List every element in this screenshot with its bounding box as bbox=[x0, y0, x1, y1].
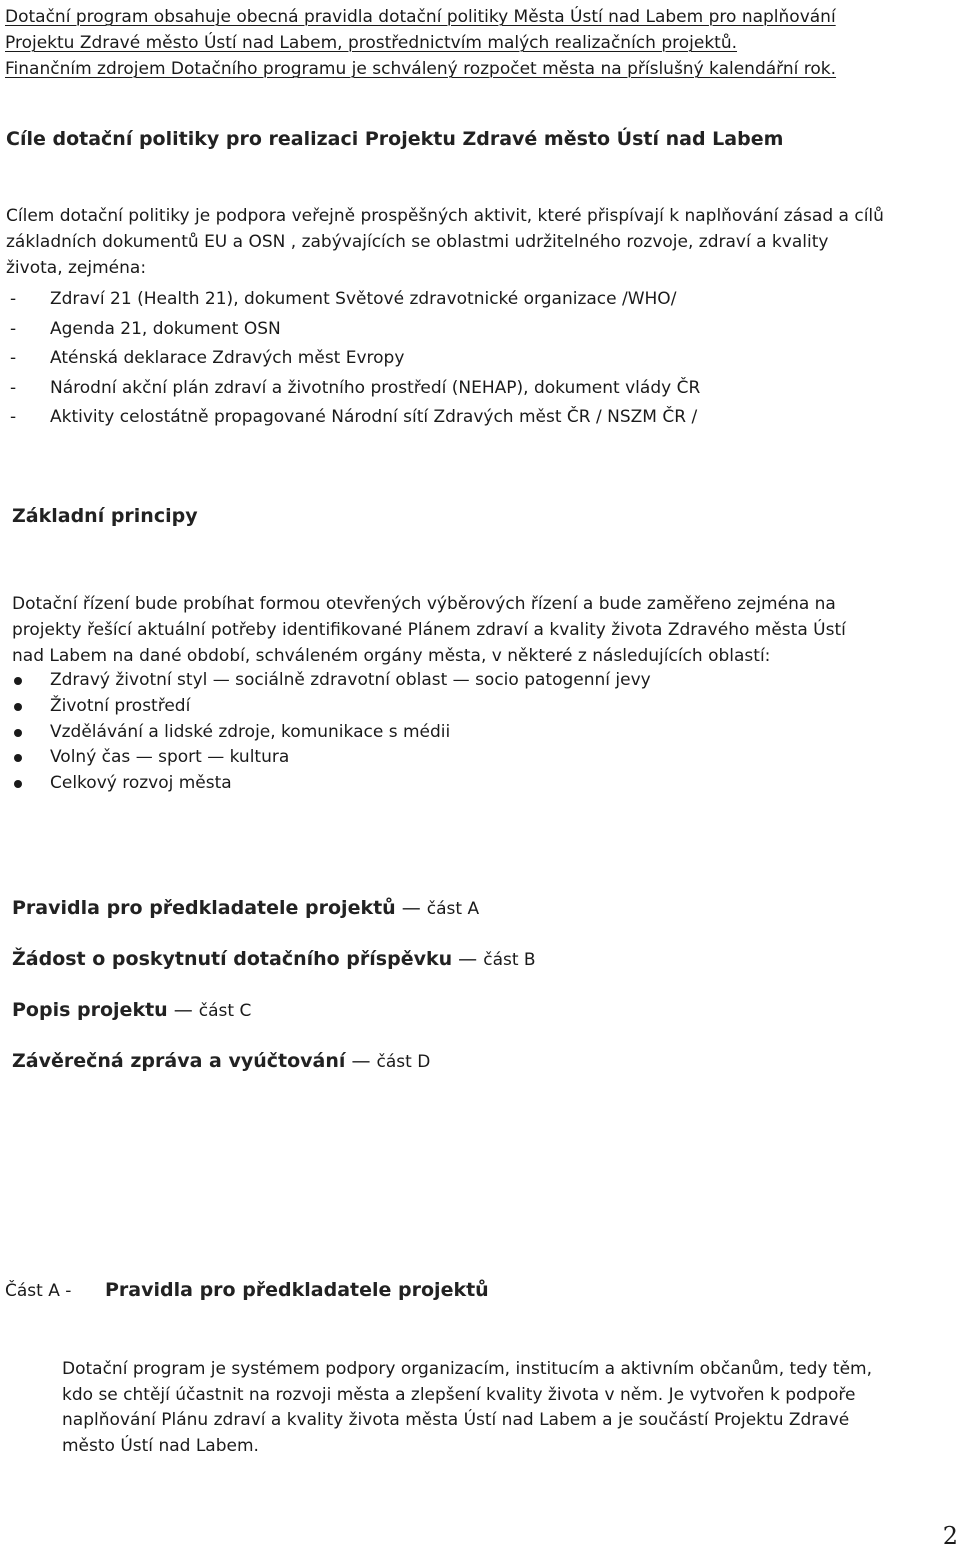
paragraph-line: Cílem dotační politiky je podpora veřejně prospěšných aktivit, které přispívají k naplňování zásad a cílů bbox=[6, 206, 884, 226]
section-heading-goals: Cíle dotační politiky pro realizaci Projektu Zdravé město Ústí nad Labem bbox=[6, 128, 784, 150]
list-item-text: Agenda 21, dokument OSN bbox=[50, 318, 281, 339]
list-item bbox=[12, 745, 651, 771]
list-item-text: Národní akční plán zdraví a životního prostředí (NEHAP), dokument vlády ČR bbox=[50, 377, 701, 398]
paragraph-line: naplňování Plánu zdraví a kvality života města Ústí nad Labem a je součástí Projektu Zdravé bbox=[62, 1410, 850, 1430]
paragraph-line: projekty řešící aktuální potřeby identifikované Plánem zdraví a kvality života Zdravého města Ústí bbox=[12, 620, 846, 640]
bullet-icon bbox=[14, 780, 22, 788]
part-row-b bbox=[12, 948, 536, 970]
section-heading-principles: Základní principy bbox=[12, 505, 198, 527]
list-item bbox=[12, 720, 651, 746]
part-label: část A bbox=[426, 899, 480, 919]
list-item-text: Vzdělávání a lidské zdroje, komunikace s médii bbox=[50, 721, 451, 742]
intro-line: Dotační program obsahuje obecná pravidla dotační politiky Města Ústí nad Labem pro naplňování bbox=[5, 7, 836, 27]
section-a-title: Pravidla pro předkladatele projektů bbox=[105, 1279, 489, 1301]
list-item bbox=[12, 694, 651, 720]
list-item bbox=[10, 285, 700, 315]
section-a-label: Část A - bbox=[5, 1281, 72, 1301]
intro-paragraph bbox=[5, 4, 955, 82]
goals-paragraph bbox=[6, 203, 956, 281]
list-dash-marker: - bbox=[10, 289, 17, 309]
part-label: část C bbox=[198, 1001, 252, 1021]
part-row-d bbox=[12, 1050, 430, 1072]
list-item bbox=[10, 374, 700, 404]
part-separator: — bbox=[345, 1050, 377, 1072]
bullet-icon bbox=[14, 754, 22, 762]
list-item-text: Životní prostředí bbox=[50, 695, 191, 716]
paragraph-line: Dotační program je systémem podpory organizacím, institucím a aktivním občanům, tedy těm, bbox=[62, 1359, 873, 1379]
section-a-heading bbox=[5, 1279, 489, 1301]
documents-list bbox=[10, 285, 700, 433]
bullet-icon bbox=[14, 677, 22, 685]
part-label: část D bbox=[376, 1052, 431, 1072]
list-item-text: Zdraví 21 (Health 21), dokument Světové zdravotnické organizace /WHO/ bbox=[50, 289, 677, 309]
list-dash-marker: - bbox=[10, 318, 17, 339]
part-title: Popis projektu bbox=[12, 999, 168, 1021]
principles-paragraph bbox=[12, 591, 956, 669]
list-item-text: Zdravý životní styl — sociálně zdravotní oblast — socio patogenní jevy bbox=[50, 670, 651, 690]
list-item bbox=[12, 668, 651, 694]
list-item bbox=[10, 315, 700, 345]
paragraph-line: základních dokumentů EU a OSN , zabývajících se oblastmi udržitelného rozvoje, zdraví a kvality bbox=[6, 232, 829, 252]
part-separator: — bbox=[395, 897, 427, 919]
list-item bbox=[10, 344, 700, 374]
areas-list bbox=[12, 668, 651, 797]
bullet-icon bbox=[14, 729, 22, 737]
paragraph-line: město Ústí nad Labem. bbox=[62, 1435, 259, 1456]
section-a-paragraph bbox=[62, 1357, 952, 1459]
part-separator: — bbox=[167, 999, 199, 1021]
list-item bbox=[10, 403, 700, 433]
part-title: Žádost o poskytnutí dotačního příspěvku bbox=[12, 948, 453, 970]
bullet-icon bbox=[14, 703, 22, 711]
part-title: Závěrečná zpráva a vyúčtování bbox=[12, 1050, 346, 1072]
paragraph-line: nad Labem na dané období, schváleném orgány města, v některé z následujících oblastí: bbox=[12, 646, 771, 666]
list-dash-marker: - bbox=[10, 348, 17, 368]
part-row-c bbox=[12, 999, 251, 1021]
part-label: část B bbox=[483, 950, 536, 970]
intro-line: Finančním zdrojem Dotačního programu je schválený rozpočet města na příslušný kalendářní rok. bbox=[5, 59, 837, 79]
list-dash-marker: - bbox=[10, 407, 17, 427]
list-dash-marker: - bbox=[10, 377, 17, 398]
page-number: 2 bbox=[942, 1522, 958, 1550]
part-title: Pravidla pro předkladatele projektů bbox=[12, 897, 396, 919]
paragraph-line: Dotační řízení bude probíhat formou otevřených výběrových řízení a bude zaměřeno zejména na bbox=[12, 594, 836, 614]
list-item-text: Celkový rozvoj města bbox=[50, 773, 232, 794]
list-item-text: Aténská deklarace Zdravých měst Evropy bbox=[50, 348, 405, 368]
part-row-a bbox=[12, 897, 479, 919]
list-item-text: Volný čas — sport — kultura bbox=[50, 747, 290, 768]
intro-line: Projektu Zdravé město Ústí nad Labem, prostřednictvím malých realizačních projektů. bbox=[5, 33, 738, 53]
list-item bbox=[12, 771, 651, 797]
list-item-text: Aktivity celostátně propagované Národní sítí Zdravých měst ČR / NSZM ČR / bbox=[50, 407, 698, 427]
part-separator: — bbox=[452, 948, 484, 970]
paragraph-line: kdo se chtějí účastnit na rozvoji města a zlepšení kvality života v něm. Je vytvořen k podpoře bbox=[62, 1384, 856, 1405]
paragraph-line: života, zejména: bbox=[6, 258, 147, 278]
